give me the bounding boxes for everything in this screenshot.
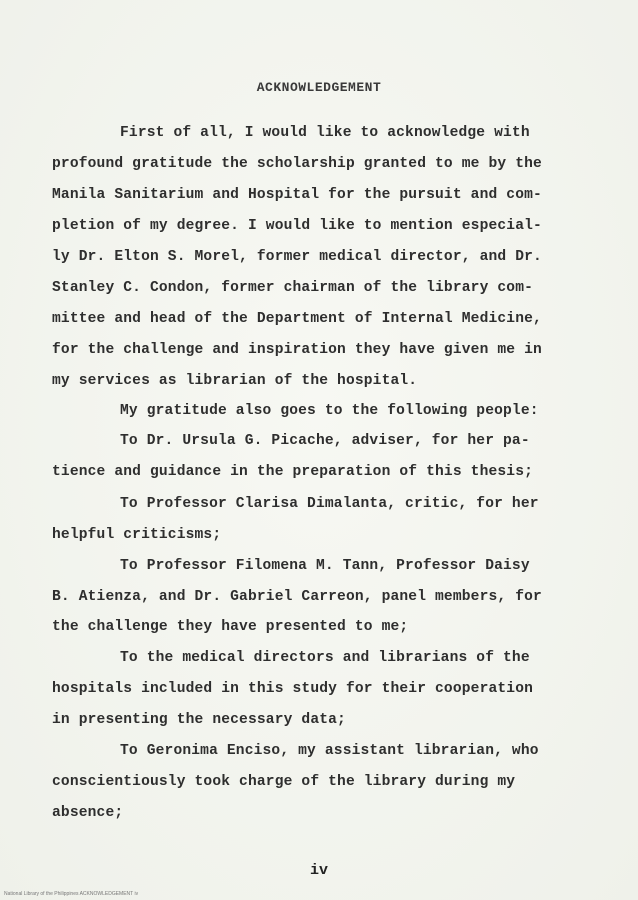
- text-line: Stanley C. Condon, former chairman of the library com-: [52, 280, 534, 296]
- text-line: To Professor Filomena M. Tann, Professor Daisy: [120, 558, 530, 574]
- text-line: conscientiously took charge of the library during my: [52, 774, 516, 790]
- text-line: in presenting the necessary data;: [52, 712, 346, 728]
- text-line: To the medical directors and librarians of the: [120, 650, 530, 666]
- text-line: my services as librarian of the hospital.: [52, 373, 418, 389]
- text-line: mittee and head of the Department of Internal Medicine,: [52, 311, 542, 327]
- text-line: My gratitude also goes to the following people:: [120, 403, 539, 419]
- page-title: ACKNOWLEDGEMENT: [256, 80, 382, 95]
- text-line: tience and guidance in the preparation of this thesis;: [52, 464, 534, 480]
- text-line: First of all, I would like to acknowledge with: [120, 125, 530, 141]
- text-line: pletion of my degree. I would like to mention especial-: [52, 218, 542, 234]
- text-line: absence;: [52, 805, 124, 821]
- text-line: To Dr. Ursula G. Picache, adviser, for her pa-: [120, 433, 530, 449]
- text-line: B. Atienza, and Dr. Gabriel Carreon, panel members, for: [52, 589, 542, 605]
- text-line: Manila Sanitarium and Hospital for the pursuit and com-: [52, 187, 542, 203]
- text-line: hospitals included in this study for their cooperation: [52, 681, 534, 697]
- page-number: iv: [309, 862, 328, 879]
- text-line: the challenge they have presented to me;: [52, 619, 409, 635]
- text-line: To Professor Clarisa Dimalanta, critic, for her: [120, 496, 539, 512]
- text-line: ly Dr. Elton S. Morel, former medical director, and Dr.: [52, 249, 542, 265]
- text-line: helpful criticisms;: [52, 527, 222, 543]
- text-line: profound gratitude the scholarship granted to me by the: [52, 156, 542, 172]
- archive-footer: National Library of the Philippines ACKNOWLEDGEMENT iv: [4, 891, 139, 897]
- text-line: for the challenge and inspiration they have given me in: [52, 342, 542, 358]
- text-line: To Geronima Enciso, my assistant librarian, who: [120, 743, 539, 759]
